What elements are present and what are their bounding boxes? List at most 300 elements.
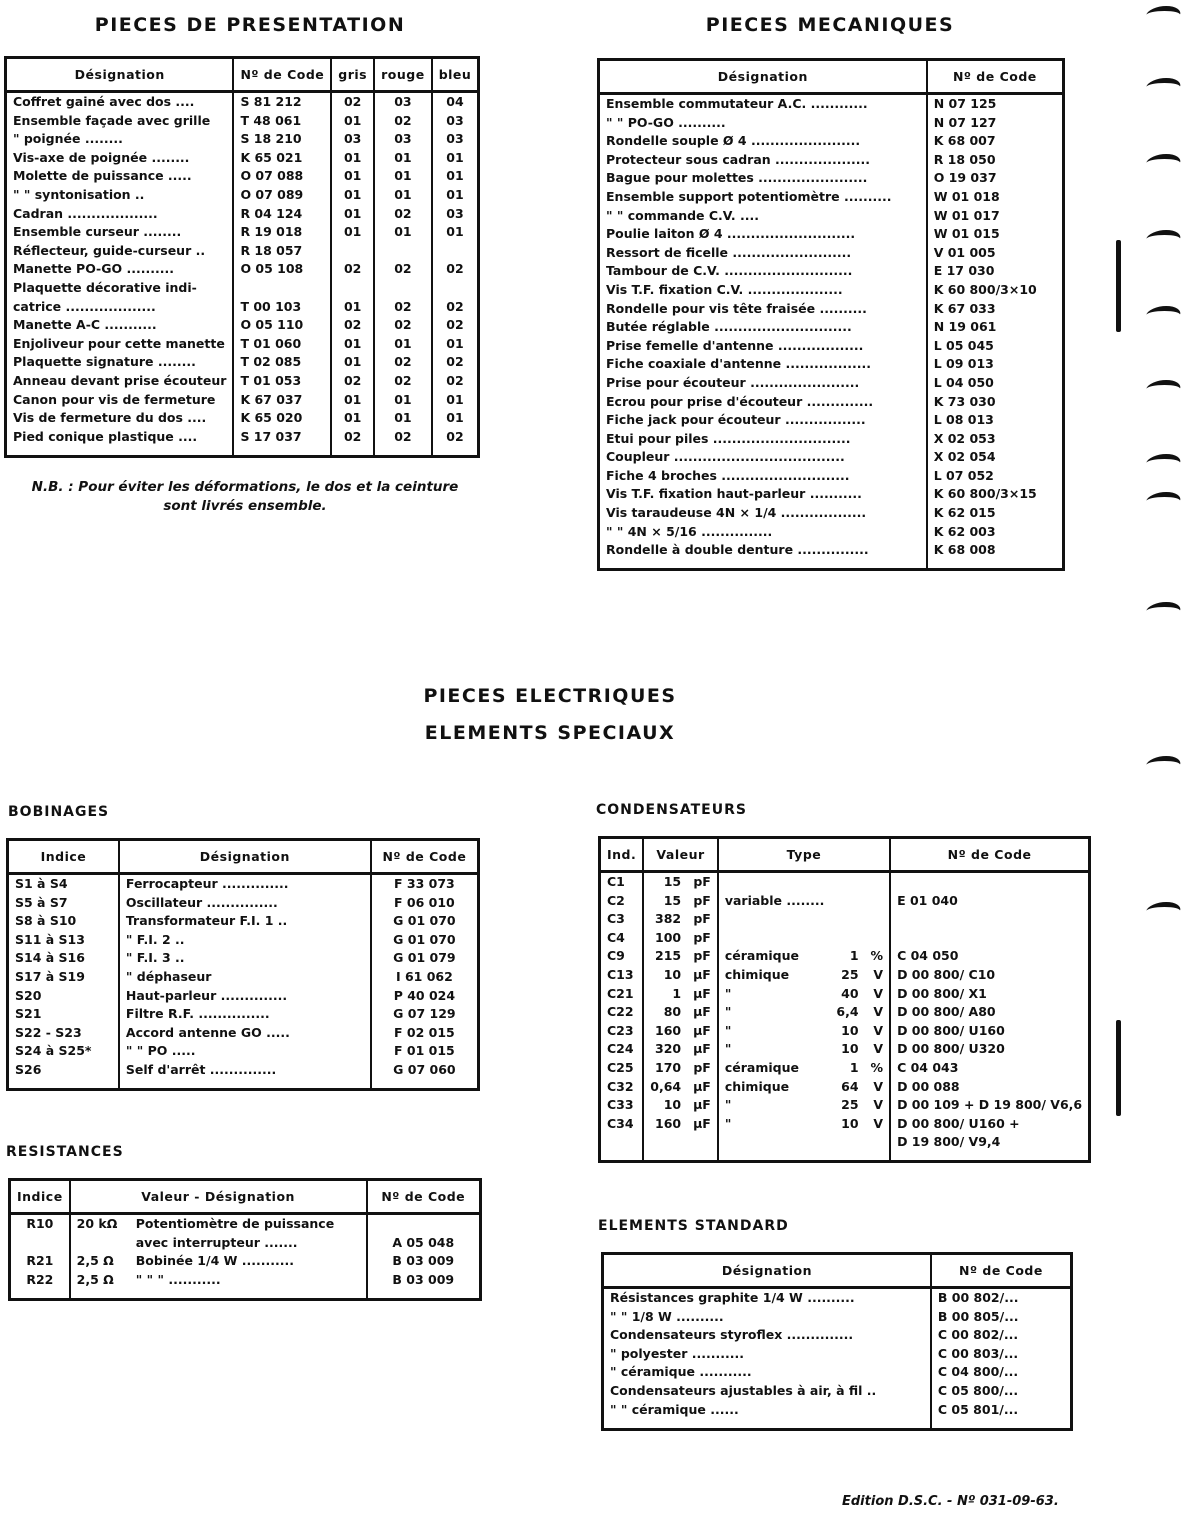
table-cell: S24 à S25* (15, 1043, 92, 1059)
table-cell: 64 (841, 1078, 859, 1094)
table-cell: C33 (607, 1097, 634, 1113)
table-row (600, 892, 1090, 911)
table-row (6, 279, 479, 298)
table-row (6, 409, 479, 428)
table-cell: R21 (26, 1253, 54, 1269)
table-row (599, 523, 1064, 542)
table-cell: 02 (432, 260, 479, 279)
table-cell: C 04 043 (890, 1059, 1090, 1078)
table-cell: Protecteur sous cadran .................... (606, 151, 870, 167)
table-cell: K 60 800/3×15 (927, 485, 1064, 504)
table-row (599, 541, 1064, 560)
table-cell: B 03 009 (367, 1252, 481, 1271)
empty-cell (931, 1419, 1072, 1429)
table-cell: 100 (643, 929, 687, 948)
table-cell: S26 (15, 1061, 42, 1077)
table-cell: C13 (607, 966, 634, 982)
table-cell: D 00 800/ A80 (890, 1003, 1090, 1022)
table-row (8, 894, 479, 913)
table-cell: 2,5 Ω (70, 1271, 130, 1290)
condensateurs-table (598, 836, 1091, 1163)
table-cell (830, 929, 864, 948)
col-header: Indice (8, 840, 119, 874)
table-cell: Ferrocapteur .............. (119, 874, 371, 894)
table-cell: 01 (432, 409, 479, 428)
table-cell: S11 à S13 (15, 931, 85, 947)
filler-row (600, 1152, 1090, 1162)
table-row (8, 949, 479, 968)
presentation-note (0, 478, 490, 516)
table-cell: O 19 037 (927, 169, 1064, 188)
table-row (599, 374, 1064, 393)
table-row (8, 1024, 479, 1043)
table-cell (718, 1133, 831, 1152)
table-row (8, 912, 479, 931)
table-cell: µF (693, 966, 711, 982)
binding-mark (1143, 380, 1184, 398)
table-cell: 02 (374, 316, 432, 335)
table-row (6, 298, 479, 317)
col-header: Désignation (599, 60, 927, 94)
table-cell: " (718, 1115, 831, 1134)
table-cell (830, 1133, 864, 1152)
edition-footer: Edition D.S.C. - Nº 031-09-63. (842, 1494, 1059, 1509)
table-cell: pF (693, 1059, 711, 1075)
table-cell (865, 910, 891, 929)
binding-mark (1143, 492, 1184, 510)
table-row (600, 1096, 1090, 1115)
table-row (6, 205, 479, 224)
table-cell: 02 (374, 205, 432, 224)
table-cell: Manette A-C ........... (13, 317, 157, 333)
empty-cell (119, 1080, 371, 1090)
table-cell (600, 1133, 644, 1152)
resistances-title: RESISTANCES (6, 1144, 124, 1160)
table-row (603, 1288, 1072, 1308)
table-cell (331, 279, 374, 298)
table-cell: C21 (607, 985, 634, 1001)
empty-cell (603, 1419, 931, 1429)
table-row (600, 947, 1090, 966)
table-row (599, 448, 1064, 467)
table-row (600, 910, 1090, 929)
table-cell: 02 (374, 428, 432, 447)
table-cell: G 07 060 (371, 1061, 479, 1080)
table-cell: Enjoliveur pour cette manette (13, 335, 225, 351)
table-cell: céramique (718, 1059, 831, 1078)
table-cell: 382 (643, 910, 687, 929)
table-cell: V 01 005 (927, 244, 1064, 263)
table-cell: S 18 210 (233, 130, 331, 149)
table-cell: " " 1/8 W .......... (610, 1308, 724, 1324)
table-cell: 03 (374, 130, 432, 149)
table-cell (687, 1133, 718, 1152)
table-cell: chimique (718, 966, 831, 985)
table-cell: S14 à S16 (15, 950, 85, 966)
table-cell (830, 892, 864, 911)
table-cell: K 67 033 (927, 300, 1064, 319)
table-cell: V (873, 1022, 884, 1038)
table-row (603, 1345, 1072, 1364)
table-cell: Condensateurs ajustables à air, à fil .. (610, 1382, 877, 1398)
table-cell: " (718, 1096, 831, 1115)
table-cell: Réflecteur, guide-curseur .. (13, 242, 206, 258)
table-cell: Ensemble commutateur A.C. ............ (606, 96, 868, 111)
table-cell: C 00 802/... (931, 1326, 1072, 1345)
table-cell: B 03 009 (367, 1271, 481, 1290)
table-row (600, 1040, 1090, 1059)
table-cell: S1 à S4 (15, 876, 68, 891)
table-cell: " F.I. 2 .. (119, 931, 371, 950)
table-cell: N 07 127 (927, 114, 1064, 133)
table-row (6, 223, 479, 242)
empty-cell (371, 1080, 479, 1090)
table-cell (432, 242, 479, 261)
table-cell: G 01 079 (371, 949, 479, 968)
table-cell: S 81 212 (233, 92, 331, 112)
table-row (6, 149, 479, 168)
table-row (6, 112, 479, 131)
table-row (600, 1115, 1090, 1134)
table-cell: F 02 015 (371, 1024, 479, 1043)
col-header: Indice (10, 1180, 70, 1214)
table-cell: " (718, 1022, 831, 1041)
table-cell (374, 279, 432, 298)
table-cell (643, 1133, 687, 1152)
table-cell: T 02 085 (233, 353, 331, 372)
table-cell: variable ........ (718, 892, 831, 911)
empty-cell (6, 446, 234, 456)
table-cell: " céramique ........... (610, 1364, 752, 1380)
table-cell: 03 (374, 92, 432, 112)
binding-mark (1143, 306, 1184, 324)
table-row (600, 1078, 1090, 1097)
empty-cell (890, 1152, 1090, 1162)
table-cell: S22 - S23 (15, 1024, 82, 1040)
col-header: Valeur - Désignation (70, 1180, 367, 1214)
col-header: Nº de Code (931, 1254, 1072, 1288)
col-header: Nº de Code (233, 58, 331, 92)
table-cell: Cadran ................... (13, 205, 158, 221)
table-row (599, 318, 1064, 337)
table-row (600, 929, 1090, 948)
table-cell: 01 (331, 298, 374, 317)
table-cell: 03 (432, 205, 479, 224)
table-cell: µF (693, 1022, 711, 1038)
table-cell: 160 (643, 1115, 687, 1134)
table-cell: Rondelle à double denture ............... (606, 542, 869, 558)
table-cell: 0,64 (643, 1078, 687, 1097)
table-cell: 02 (374, 298, 432, 317)
table-cell: Oscillateur ............... (119, 894, 371, 913)
table-cell: C4 (607, 929, 625, 945)
binding-mark (1143, 78, 1184, 96)
electriques-title: PIECES ELECTRIQUES (423, 685, 677, 707)
table-cell: C 04 800/... (931, 1363, 1072, 1382)
table-cell: K 62 015 (927, 504, 1064, 523)
table-row (8, 931, 479, 950)
table-row (599, 114, 1064, 133)
presentation-table (4, 56, 480, 458)
table-cell (718, 910, 831, 929)
table-row (8, 987, 479, 1006)
table-row (599, 393, 1064, 412)
empty-cell (70, 1289, 130, 1299)
table-cell: C32 (607, 1078, 634, 1094)
table-cell: " " PO ..... (119, 1042, 371, 1061)
table-cell (10, 1234, 70, 1253)
table-row (8, 968, 479, 987)
table-cell: S21 (15, 1006, 42, 1022)
table-cell: P 40 024 (371, 987, 479, 1006)
table-cell: Ecrou pour prise d'écouteur .............. (606, 393, 874, 409)
standard-title: ELEMENTS STANDARD (598, 1218, 789, 1234)
table-cell: " " commande C.V. .... (606, 207, 759, 223)
empty-cell (687, 1152, 718, 1162)
table-row (599, 169, 1064, 188)
resistances-table (8, 1178, 482, 1301)
empty-cell (367, 1289, 481, 1299)
table-cell: N 07 125 (927, 94, 1064, 114)
table-cell: S8 à S10 (15, 913, 77, 929)
table-cell: V (873, 1078, 884, 1094)
table-cell: pF (693, 948, 711, 964)
table-row (600, 1059, 1090, 1078)
table-cell: L 08 013 (927, 411, 1064, 430)
table-cell: L 09 013 (927, 355, 1064, 374)
table-cell: 02 (374, 112, 432, 131)
table-cell: V (873, 1004, 884, 1020)
table-cell: " poignée ........ (13, 131, 123, 147)
filler-row (6, 446, 479, 456)
table-cell: Vis T.F. fixation C.V. .................... (606, 281, 843, 297)
table-cell: C 00 803/... (931, 1345, 1072, 1364)
table-cell: µF (693, 1004, 711, 1020)
table-cell: Prise femelle d'antenne .................. (606, 337, 864, 353)
table-row (599, 355, 1064, 374)
table-cell: 02 (432, 428, 479, 447)
table-cell: N 19 061 (927, 318, 1064, 337)
table-cell: 15 (643, 872, 687, 892)
table-row (599, 485, 1064, 504)
table-cell: F 33 073 (371, 874, 479, 894)
table-cell: W 01 018 (927, 188, 1064, 207)
table-cell: R 18 050 (927, 151, 1064, 170)
table-cell: " déphaseur (119, 968, 371, 987)
table-cell: V (873, 1041, 884, 1057)
table-cell: Butée réglable ............................. (606, 319, 852, 335)
table-cell: 03 (331, 130, 374, 149)
table-row (599, 504, 1064, 523)
table-cell: Accord antenne GO ..... (119, 1024, 371, 1043)
table-row (8, 1042, 479, 1061)
table-cell: 01 (432, 149, 479, 168)
table-cell: Haut-parleur .............. (119, 987, 371, 1006)
table-cell: 01 (331, 391, 374, 410)
table-cell: Transformateur F.I. 1 .. (119, 912, 371, 931)
table-cell: " " syntonisation .. (13, 186, 145, 202)
table-row (6, 335, 479, 354)
table-cell: K 62 003 (927, 523, 1064, 542)
table-cell: V (873, 1115, 884, 1131)
empty-cell (600, 1152, 644, 1162)
table-cell: chimique (718, 1078, 831, 1097)
speciaux-title: ELEMENTS SPECIAUX (424, 722, 676, 744)
table-cell: K 60 800/3×10 (927, 281, 1064, 300)
table-row (599, 262, 1064, 281)
table-cell: Filtre R.F. ............... (119, 1005, 371, 1024)
table-cell: S17 à S19 (15, 968, 85, 984)
binding-mark (1143, 6, 1184, 24)
table-cell: " " PO-GO .......... (606, 114, 726, 130)
table-cell: T 01 053 (233, 372, 331, 391)
table-cell: " polyester ........... (610, 1345, 744, 1361)
table-cell: C 04 050 (890, 947, 1090, 966)
table-cell: Vis taraudeuse 4N × 1/4 .................. (606, 505, 867, 521)
table-cell: Etui pour piles ............................. (606, 430, 851, 446)
table-cell: Ensemble support potentiomètre .......... (606, 188, 892, 204)
col-header: Nº de Code (371, 840, 479, 874)
filler-row (10, 1289, 481, 1299)
empty-cell (233, 446, 331, 456)
col-header: Ind. (600, 838, 644, 872)
table-cell: Anneau devant prise écouteur (13, 372, 227, 388)
table-cell: D 00 109 + D 19 800/ V6,6 (890, 1096, 1090, 1115)
binding-mark (1143, 454, 1184, 472)
table-cell (890, 929, 1090, 948)
table-cell: 02 (331, 260, 374, 279)
table-cell: Coupleur .................................... (606, 449, 845, 465)
table-row (600, 872, 1090, 892)
col-header: gris (331, 58, 374, 92)
table-cell: Rondelle pour vis tête fraisée .......... (606, 300, 867, 316)
table-cell: V (873, 985, 884, 1001)
table-cell (890, 872, 1090, 892)
table-cell: Fiche jack pour écouteur ................. (606, 412, 866, 428)
table-cell: 02 (374, 372, 432, 391)
table-cell: Ensemble curseur ........ (13, 224, 182, 240)
table-cell: V (873, 966, 884, 982)
empty-cell (927, 560, 1064, 570)
table-cell: K 68 008 (927, 541, 1064, 560)
table-cell: 25 (841, 966, 859, 982)
col-header: Désignation (119, 840, 371, 874)
table-cell: T 00 103 (233, 298, 331, 317)
table-row (6, 186, 479, 205)
table-cell: L 04 050 (927, 374, 1064, 393)
table-cell: 10 (643, 1096, 687, 1115)
table-cell: C9 (607, 948, 625, 964)
table-cell: C23 (607, 1022, 634, 1038)
table-row (600, 1003, 1090, 1022)
table-cell (367, 1214, 481, 1234)
table-cell: 03 (432, 130, 479, 149)
table-cell: S20 (15, 987, 42, 1003)
table-cell: 01 (331, 149, 374, 168)
table-row (8, 1061, 479, 1080)
table-cell: Pied conique plastique .... (13, 428, 198, 444)
table-cell: F 01 015 (371, 1042, 479, 1061)
binding-bar (1116, 1020, 1121, 1116)
table-cell: Self d'arrêt .............. (119, 1061, 371, 1080)
table-cell: O 05 108 (233, 260, 331, 279)
table-cell: céramique (718, 947, 831, 966)
table-row (600, 966, 1090, 985)
empty-cell (643, 1152, 687, 1162)
table-cell: G 01 070 (371, 931, 479, 950)
filler-row (603, 1419, 1072, 1429)
table-row (599, 207, 1064, 226)
table-cell: 01 (374, 391, 432, 410)
table-cell: 1 (849, 948, 859, 964)
empty-cell (331, 446, 374, 456)
table-cell (70, 1234, 130, 1253)
table-row (599, 337, 1064, 356)
table-cell: Résistances graphite 1/4 W .......... (610, 1290, 855, 1305)
binding-bar (1116, 240, 1121, 332)
table-row (603, 1363, 1072, 1382)
table-row (600, 1022, 1090, 1041)
table-cell (432, 279, 479, 298)
table-row (6, 167, 479, 186)
table-cell: Manette PO-GO .......... (13, 261, 174, 277)
table-cell: O 05 110 (233, 316, 331, 335)
table-cell: 02 (432, 316, 479, 335)
table-cell: 01 (432, 167, 479, 186)
mecaniques-table (597, 58, 1065, 571)
table-cell: 40 (841, 985, 859, 1001)
table-cell: Potentiomètre de puissance (135, 1216, 335, 1231)
table-cell: " F.I. 3 .. (119, 949, 371, 968)
table-row (603, 1308, 1072, 1327)
filler-row (8, 1080, 479, 1090)
table-cell (233, 279, 331, 298)
table-cell: 01 (374, 223, 432, 242)
table-row (599, 94, 1064, 114)
table-row (10, 1252, 481, 1271)
note-line-1: N.B. : Pour éviter les déformations, le dos et la ceinture (31, 479, 459, 495)
table-cell: 01 (331, 167, 374, 186)
table-cell: X 02 053 (927, 430, 1064, 449)
table-cell: L 07 052 (927, 467, 1064, 486)
condensateurs-title: CONDENSATEURS (596, 802, 747, 818)
binding-mark (1143, 230, 1184, 248)
table-row (8, 1005, 479, 1024)
table-cell: R 18 057 (233, 242, 331, 261)
table-cell: L 05 045 (927, 337, 1064, 356)
table-cell: T 01 060 (233, 335, 331, 354)
table-row (6, 316, 479, 335)
table-cell: 01 (432, 186, 479, 205)
bobinages-title: BOBINAGES (8, 804, 110, 820)
table-cell: pF (693, 874, 711, 889)
empty-cell (718, 1152, 831, 1162)
table-cell: pF (693, 929, 711, 945)
table-row (6, 242, 479, 261)
empty-cell (10, 1289, 70, 1299)
table-cell: Vis-axe de poignée ........ (13, 149, 190, 165)
table-cell: 01 (331, 409, 374, 428)
note-line-2: sont livrés ensemble. (163, 498, 327, 514)
table-cell (890, 910, 1090, 929)
table-cell: D 19 800/ V9,4 (890, 1133, 1090, 1152)
table-cell: S 17 037 (233, 428, 331, 447)
presentation-title: PIECES DE PRESENTATION (94, 14, 406, 36)
table-cell: K 65 020 (233, 409, 331, 428)
table-cell (830, 910, 864, 929)
table-cell: C1 (607, 874, 625, 889)
table-cell: 25 (841, 1097, 859, 1113)
